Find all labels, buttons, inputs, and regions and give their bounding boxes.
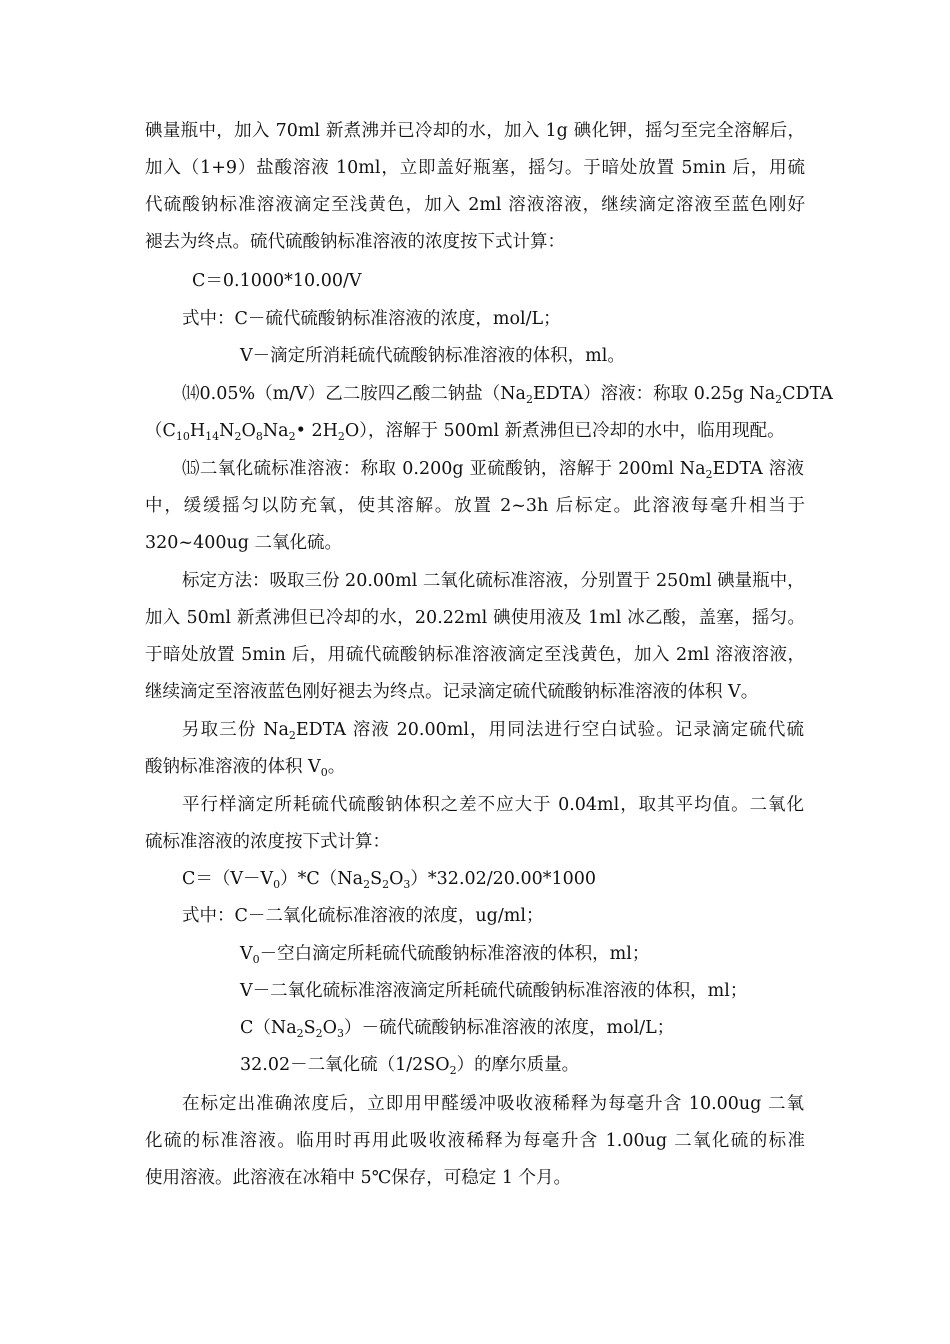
text-line: 碘量瓶中，加入 70ml 新煮沸并已冷却的水，加入 1g 碘化钾，摇匀至完全溶解后，: [145, 121, 805, 141]
text-line: 平行样滴定所耗硫代硫酸钠体积之差不应大于 0.04ml，取其平均值。二氧化: [182, 795, 804, 815]
text-line: 于暗处放置 5min 后，用硫代硫酸钠标准溶液滴定至浅黄色，加入 2ml 溶液溶液，: [145, 645, 805, 665]
text-line: 硫标准溶液的浓度按下式计算：: [145, 832, 390, 852]
text-line: 加入 50ml 新煮沸但已冷却的水，20.22ml 碘使用液及 1ml 冰乙酸，盖塞，摇匀。: [145, 608, 805, 628]
text-line: 另取三份 $Na_2EDTA$ 溶液 20.00ml，用同法进行空白试验。记录滴定硫代硫: [182, 720, 804, 742]
text-line: （$C_{10}H_{14}N_2O_8Na_2•$ $2H_2O$），溶解于 500ml 新煮沸但已冷却的水中，临用现配。: [145, 421, 785, 443]
text-line: 褪去为终点。硫代硫酸钠标准溶液的浓度按下式计算：: [145, 232, 565, 252]
text-line: V－二氧化硫标准溶液滴定所耗硫代硫酸钠标准溶液的体积，ml；: [240, 981, 748, 1001]
text-line: 加入（1+9）盐酸溶液 10ml，立即盖好瓶塞，摇匀。于暗处放置 5min 后，用硫: [145, 158, 805, 178]
text-line: 式中：C－二氧化硫标准溶液的浓度，ug/ml；: [182, 906, 544, 926]
text-line: 继续滴定至溶液蓝色刚好褪去为终点。记录滴定硫代硫酸钠标准溶液的体积 V。: [145, 682, 759, 702]
text-line: 320~400ug 二氧化硫。: [145, 533, 343, 553]
text-line: 化硫的标准溶液。临用时再用此吸收液稀释为每毫升含 1.00ug 二氧化硫的标准: [145, 1131, 805, 1151]
text-line: 酸钠标准溶液的体积 $V_0$。: [145, 757, 346, 779]
text-line: $C(Na_2S_2O_3)-$硫代硫酸钠标准溶液的浓度，mol/L；: [240, 1018, 675, 1040]
text-line: V－滴定所消耗硫代硫酸钠标准溶液的体积，ml。: [240, 346, 625, 366]
text-line: 在标定出准确浓度后，立即用甲醛缓冲吸收液稀释为每毫升含 10.00ug 二氧: [182, 1094, 804, 1114]
text-line: 32.02－二氧化硫$(1/2SO_2)$的摩尔质量。: [240, 1055, 580, 1077]
text-line: 标定方法：吸取三份 20.00ml 二氧化硫标准溶液，分别置于 250ml 碘量瓶中，: [182, 571, 805, 591]
text-line: ⒁0.05%（m/V）乙二胺四乙酸二钠盐$(Na_2EDTA)$溶液：称取 0.25g $Na_2CDTA$: [182, 384, 833, 406]
text-line: $V_0-$空白滴定所耗硫代硫酸钠标准溶液的体积，ml；: [240, 944, 650, 966]
text-line: 代硫酸钠标准溶液滴定至浅黄色，加入 2ml 溶液溶液，继续滴定溶液至蓝色刚好: [145, 195, 805, 215]
formula-line: C＝0.1000*10.00/V: [192, 271, 362, 291]
text-line: 使用溶液。此溶液在冰箱中 5℃保存，可稳定 1 个月。: [145, 1168, 572, 1188]
formula-line: $C=(V-V_0)*C(Na_2S_2O_3)*32.02/20.00*1000$: [182, 869, 597, 891]
text-line: 式中：C－硫代硫酸钠标准溶液的浓度，mol/L；: [182, 309, 561, 329]
text-line: ⒂二氧化硫标准溶液：称取 0.200g 亚硫酸钠，溶解于 200ml $Na_2EDTA$ 溶液: [182, 459, 804, 481]
text-line: 中，缓缓摇匀以防充氧，使其溶解。放置 2~3h 后标定。此溶液每毫升相当于: [145, 496, 805, 516]
